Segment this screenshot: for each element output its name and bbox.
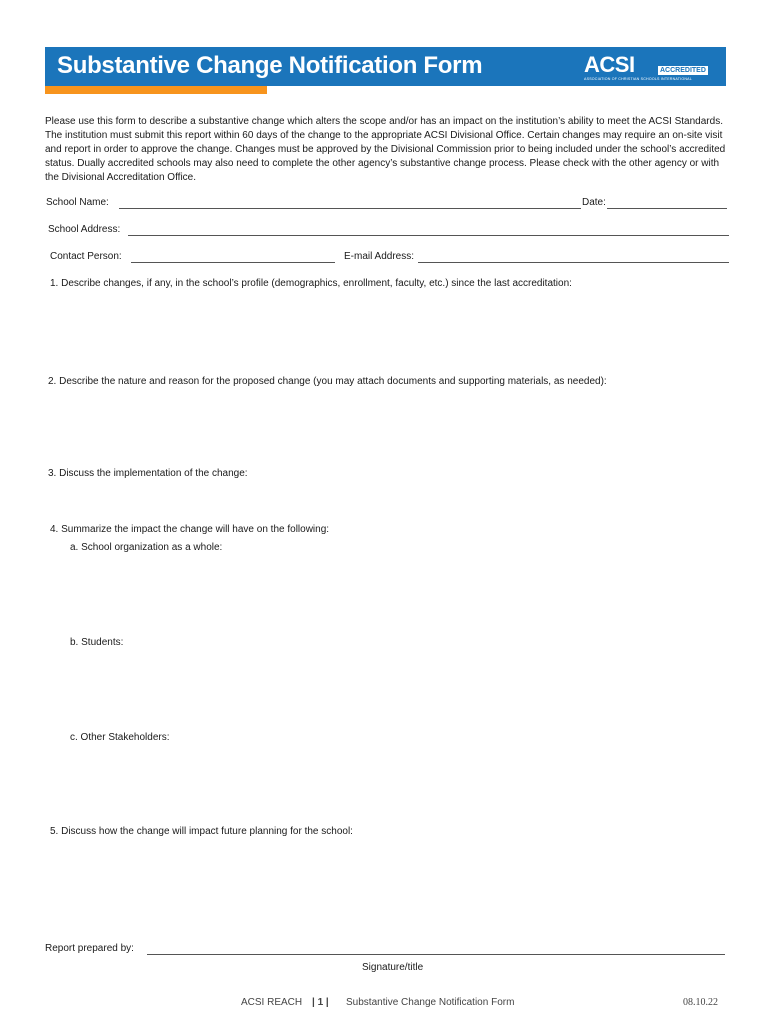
logo-subtext: ASSOCIATION OF CHRISTIAN SCHOOLS INTERNATIONAL — [584, 77, 692, 81]
logo-text: ACSI — [584, 52, 635, 77]
accent-bar — [45, 86, 267, 94]
acsi-logo — [584, 52, 712, 82]
intro-paragraph: Please use this form to describe a substantive change which alters the scope and/or has an impact on the institution’s ability to meet the ACSI Standards. The institution must submit this report within 60 days of the change to the appropriate ACSI Divisional Office. Certain changes may require an on-site visit and report in order to approve the change. Changes must be approved by the Divisional Commission prior to being included under the school’s accredited status. Dually accredited schools may also need to complete the other agency’s substantive change process. Please check with the other agency or with the Divisional Accreditation Office. — [45, 116, 726, 183]
email-label: E-mail Address: — [344, 251, 415, 262]
school-address-field[interactable] — [128, 235, 729, 236]
footer-form-name: Substantive Change Notification Form — [346, 997, 515, 1008]
question-4: 4. Summarize the impact the change will have on the following: — [50, 524, 330, 535]
prepared-by-label: Report prepared by: — [45, 943, 134, 954]
question-1: 1. Describe changes, if any, in the school’s profile (demographics, enrollment, faculty, etc.) since the last accreditation: — [50, 278, 572, 289]
form-title: Substantive Change Notification Form — [57, 52, 483, 79]
signature-field[interactable] — [147, 954, 725, 955]
contact-person-field[interactable] — [131, 262, 335, 263]
form-header-banner — [45, 47, 726, 86]
email-field[interactable] — [418, 262, 729, 263]
footer-left: ACSI REACH — [241, 997, 303, 1008]
question-4c: c. Other Stakeholders: — [70, 732, 170, 743]
logo-badge: ACCREDITED — [660, 67, 706, 74]
school-name-field[interactable] — [119, 208, 581, 209]
contact-person-label: Contact Person: — [50, 251, 122, 262]
question-3: 3. Discuss the implementation of the change: — [48, 468, 248, 479]
footer-page-number: | 1 | — [312, 997, 329, 1008]
date-field[interactable] — [607, 208, 727, 209]
date-label: Date: — [582, 197, 606, 208]
question-4a: a. School organization as a whole: — [70, 542, 223, 553]
question-4b: b. Students: — [70, 637, 124, 648]
footer-date: 08.10.22 — [683, 997, 718, 1008]
signature-caption: Signature/title — [362, 962, 424, 973]
school-name-label: School Name: — [46, 197, 109, 208]
question-2: 2. Describe the nature and reason for the proposed change (you may attach documents and supporting materials, as needed): — [48, 376, 607, 387]
question-5: 5. Discuss how the change will impact future planning for the school: — [50, 826, 353, 837]
school-address-label: School Address: — [48, 224, 121, 235]
